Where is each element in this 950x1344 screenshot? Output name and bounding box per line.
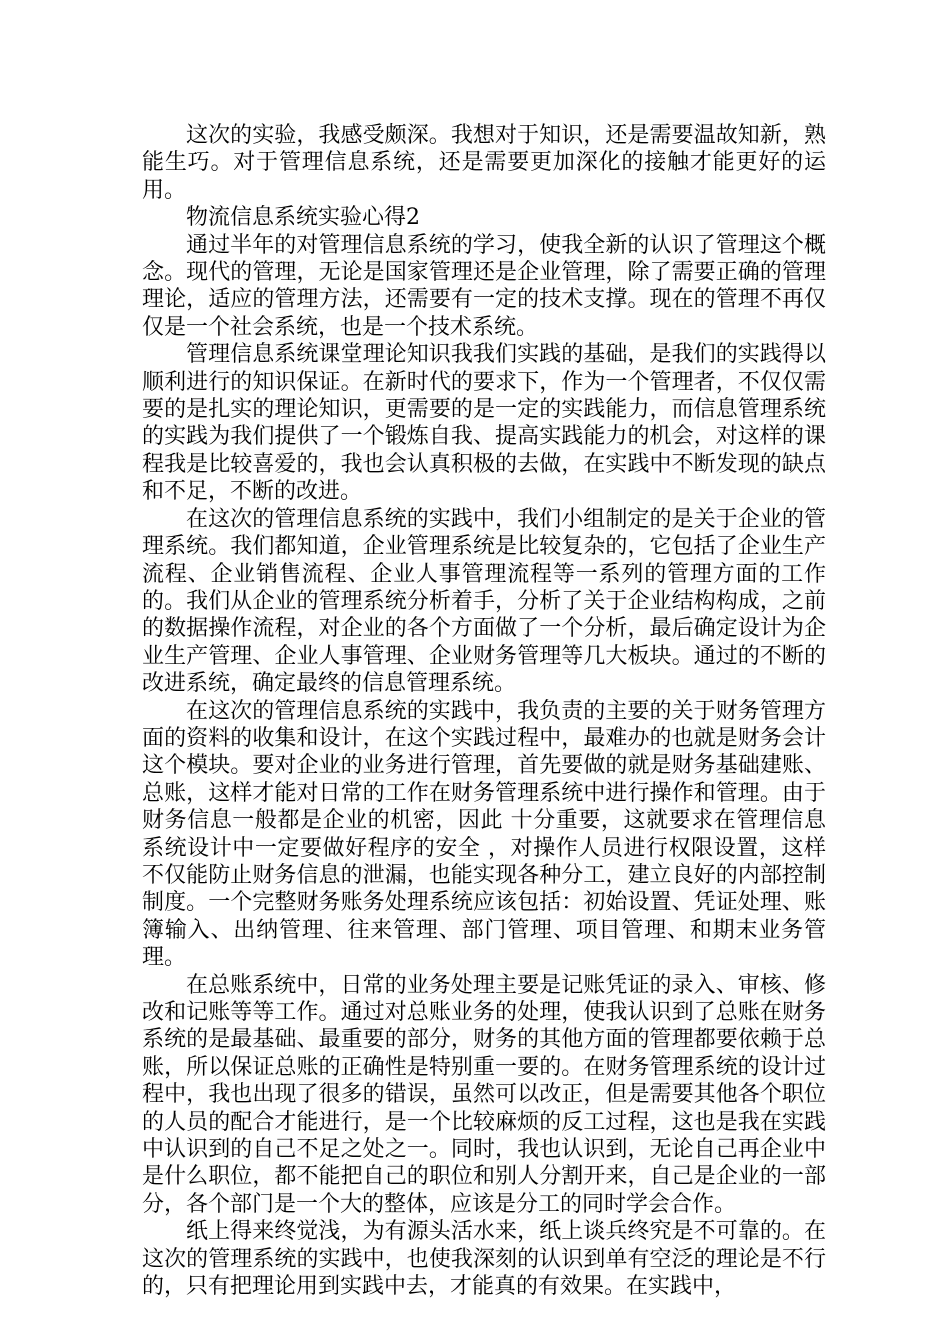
paragraph-finance-module: 在这次的管理信息系统的实践中，我负责的主要的关于财务管理方面的资料的收集和设计，在这个实践过程中，最难办的也就是财务会计这个模块。要对企业的业务进行管理，首先要做的就是财务基础建账、总账，这样才能对日常的工作在财务管理系统中进行操作和管理。由于财务信息一般都是企业的机密，因此 十分重要，这就要求在管理信息系统设计中一定要做好程序的安全 ，对操作人员进行权限设置，这样不仅能防止财务信息的泄漏，也能实现各种分工，建立良好的内部控制制度。一个完整财务账务处理系统应该包括：初始设置、凭证处理、账簿输入、出纳管理、往来管理、部门管理、项目管理、和期末业务管理。 [142, 698, 826, 971]
paragraph-learning-overview: 通过半年的对管理信息系统的学习，使我全新的认识了管理这个概念。现代的管理，无论是国家管理还是企业管理，除了需要正确的管理理论，适应的管理方法，还需要有一定的技术支撑。现在的管理不再仅仅是一个社会系统，也是一个技术系统。 [142, 232, 826, 340]
document-body [142, 122, 826, 1300]
paragraph-general-ledger: 在总账系统中，日常的业务处理主要是记账凭证的录入、审核、修改和记账等等工作。通过对总账业务的处理，使我认识到了总账在财务系统的是最基础、最重要的部分，财务的其他方面的管理都要依赖于总账，所以保证总账的正确性是特别重一要的。在财务管理系统的设计过程中，我也出现了很多的错误，虽然可以改正，但是需要其他各个职位的人员的配合才能进行，是一个比较麻烦的反工过程，这也是我在实践中认识到的自己不足之处之一。同时，我也认识到，无论自己再企业中是什么职位，都不能把自己的职位和别人分割开来，自己是企业的一部分，各个部门是一个大的整体，应该是分工的同时学会合作。 [142, 972, 826, 1217]
section-heading: 物流信息系统实验心得2 [186, 205, 420, 231]
paragraph-group-system: 在这次的管理信息系统的实践中，我们小组制定的是关于企业的管理系统。我们都知道，企业管理系统是比较复杂的，它包括了企业生产流程、企业销售流程、企业人事管理流程等一系列的管理方面的工作的。我们从企业的管理系统分析着手，分析了关于企业结构构成，之前的数据操作流程，对企业的各个方面做了一个分析，最后确定设计为企业生产管理、企业人事管理、企业财务管理等几大板块。通过的不断的改进系统，确定最终的信息管理系统。 [142, 506, 826, 697]
paragraph-practice-conclusion: 纸上得来终觉浅，为有源头活水来，纸上谈兵终究是不可靠的。在这次的管理系统的实践中，也使我深刻的认识到单有空泛的理论是不行的，只有把理论用到实践中去，才能真的有效果。在实践中， [142, 1219, 826, 1300]
paragraph-reflection-intro: 这次的实验，我感受颇深。我想对于知识，还是需要温故知新，熟能生巧。对于管理信息系统，还是需要更加深化的接触才能更好的运用。 [142, 123, 826, 203]
paragraph-theory-practice: 管理信息系统课堂理论知识我我们实践的基础，是我们的实践得以顺利进行的知识保证。在新时代的要求下，作为一个管理者，不仅仅需要的是扎实的理论知识，更需要的是一定的实践能力，而信息管理系统的实践为我们提供了一个锻炼自我、提高实践能力的机会，对这样的课程我是比较喜爱的，我也会认真积极的去做，在实践中不断发现的缺点和不足，不断的改进。 [142, 342, 826, 505]
